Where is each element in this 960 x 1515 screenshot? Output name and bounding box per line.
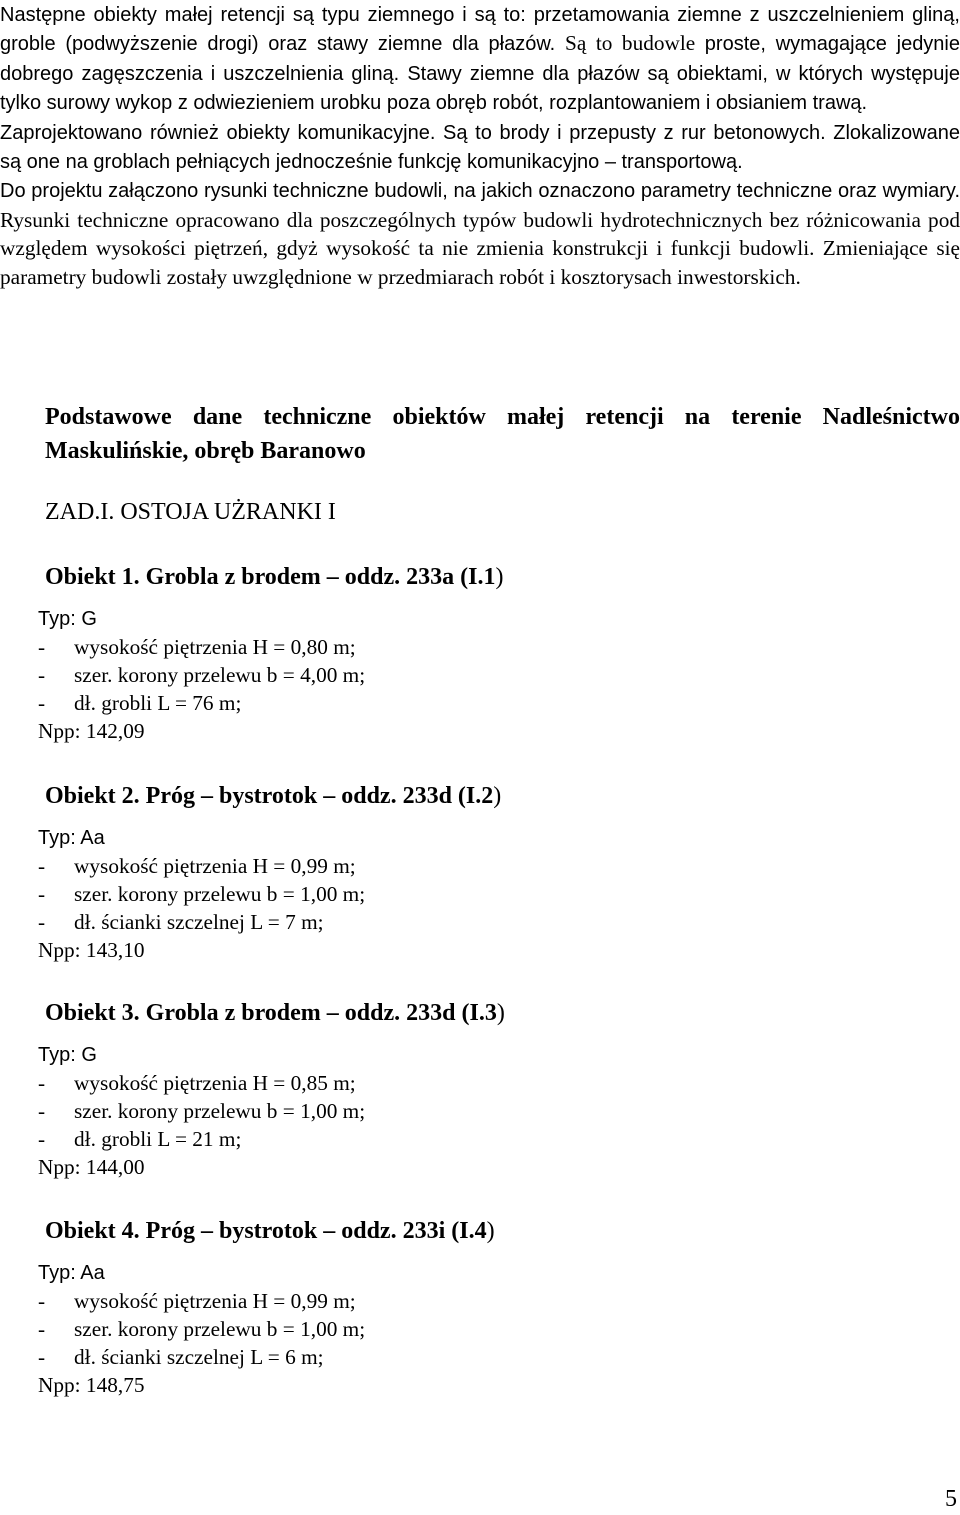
object-type-text: Typ: G: [38, 1044, 97, 1066]
dash-marker: -: [38, 691, 46, 715]
intro-paragraph-3: [0, 176, 960, 291]
object-npp: [38, 1371, 365, 1399]
object-npp: [38, 936, 365, 964]
object-title-text: Obiekt 1. Grobla z brodem – oddz. 233a (I.1: [45, 564, 496, 590]
object-type: [38, 1258, 365, 1287]
intro-p1-text-c: proste, wymagające jedynie dobrego zagęszczenia i uszczelnienia gliną. Stawy ziemne dla płazów są obiektami, w których występuje tylko surowy wykop z odwiezieniem urobku poza obręb robót, rozplantowaniem i obsianiem trawą.: [0, 33, 960, 115]
page-number: 5: [945, 1486, 957, 1512]
object-npp-text: Npp: 142,09: [38, 719, 145, 743]
object-param: [38, 1097, 365, 1125]
object-param: [38, 1287, 365, 1315]
object-param-text: szer. korony przelewu b = 4,00 m;: [74, 663, 366, 687]
object-param-text: wysokość piętrzenia H = 0,85 m;: [74, 1071, 356, 1095]
object-title-end: ): [495, 564, 504, 590]
intro-paragraph-1: [0, 0, 960, 118]
object-title-text: Obiekt 3. Grobla z brodem – oddz. 233d (I.3: [45, 1000, 497, 1026]
task-title: ZAD.I. OSTOJA UŻRANKI I: [45, 499, 336, 525]
intro-p2-text: Zaprojektowano również obiekty komunikacyjne. Są to brody i przepusty z rur betonowych. Zlokalizowane są one na groblach pełniących jednocześnie funkcję komunikacyjno – transportową.: [0, 121, 960, 174]
object-title-end: ): [486, 1218, 495, 1244]
object-npp-text: Npp: 148,75: [38, 1373, 145, 1397]
object-param-text: dł. ścianki szczelnej L = 7 m;: [74, 910, 324, 934]
object-title-end: ): [496, 1000, 505, 1026]
dash-marker: -: [38, 1289, 46, 1313]
object-param: [38, 852, 365, 880]
object-param-text: dł. grobli L = 76 m;: [74, 691, 242, 715]
object-npp-text: Npp: 143,10: [38, 938, 145, 962]
object-title: [45, 562, 503, 592]
object-param: [38, 1069, 365, 1097]
object-param-text: szer. korony przelewu b = 1,00 m;: [74, 1099, 366, 1123]
object-param: [38, 908, 365, 936]
object-npp-text: Npp: 144,00: [38, 1155, 145, 1179]
object-type: [38, 1040, 365, 1069]
dash-marker: -: [38, 1345, 46, 1369]
object-param-text: wysokość piętrzenia H = 0,80 m;: [74, 635, 356, 659]
dash-marker: -: [38, 882, 46, 906]
object-title: [45, 781, 501, 811]
object-param: [38, 633, 365, 661]
object-type: [38, 604, 365, 633]
object-param-text: wysokość piętrzenia H = 0,99 m;: [74, 854, 356, 878]
object-param-text: wysokość piętrzenia H = 0,99 m;: [74, 1289, 356, 1313]
object-title: [45, 998, 505, 1028]
dash-marker: -: [38, 1317, 46, 1341]
object-title-end: ): [493, 783, 502, 809]
intro-p1-text-a: Następne obiekty małej retencji są typu ziemnego i są to: przetamowania ziemne z uszczelnieniem gliną, groble (podwyższenie drogi) oraz stawy ziemne dla płazów.: [0, 4, 960, 56]
object-title: [45, 1216, 495, 1246]
object-type-text: Typ: Aa: [38, 1262, 105, 1284]
object-params: [38, 823, 365, 964]
object-param-text: szer. korony przelewu b = 1,00 m;: [74, 1317, 366, 1341]
object-param: [38, 1343, 365, 1371]
object-param-text: dł. ścianki szczelnej L = 6 m;: [74, 1345, 324, 1369]
object-params: [38, 604, 365, 745]
intro-section: [0, 0, 960, 291]
object-param: [38, 689, 365, 717]
dash-marker: -: [38, 635, 46, 659]
object-param: [38, 661, 365, 689]
dash-marker: -: [38, 663, 46, 687]
section-heading: Podstawowe dane techniczne obiektów małej retencji na terenie Nadleśnictwo Maskulińskie, obręb Baranowo: [45, 404, 960, 464]
intro-paragraph-2: [0, 118, 960, 177]
object-param: [38, 880, 365, 908]
object-title-text: Obiekt 4. Próg – bystrotok – oddz. 233i (I.4: [45, 1218, 487, 1244]
dash-marker: -: [38, 1127, 46, 1151]
intro-p3-text-b: Rysunki techniczne opracowano dla poszczególnych typów budowli hydrotechnicznych bez różnicowania pod względem wysokości piętrzeń, gdyż wysokość ta nie zmienia konstrukcji i funkcji budowli. Zmieniające się parametry budowli zostały uwzględnione w przedmiarach robót i kosztorysach inwestorskich.: [0, 207, 960, 289]
dash-marker: -: [38, 1071, 46, 1095]
intro-p3-text-a: Do projektu załączono rysunki techniczne budowli, na jakich oznaczono parametry techniczne oraz wymiary.: [0, 180, 960, 203]
object-npp: [38, 717, 365, 745]
dash-marker: -: [38, 1099, 46, 1123]
object-title-text: Obiekt 2. Próg – bystrotok – oddz. 233d (I.2: [45, 783, 494, 809]
object-param-text: szer. korony przelewu b = 1,00 m;: [74, 882, 366, 906]
object-param: [38, 1125, 365, 1153]
object-npp: [38, 1153, 365, 1181]
dash-marker: -: [38, 854, 46, 878]
intro-p1-text-b: Są to budowle: [565, 31, 705, 56]
object-type-text: Typ: Aa: [38, 827, 105, 849]
dash-marker: -: [38, 910, 46, 934]
object-params: [38, 1040, 365, 1181]
object-type-text: Typ: G: [38, 608, 97, 630]
object-params: [38, 1258, 365, 1399]
object-param: [38, 1315, 365, 1343]
object-param-text: dł. grobli L = 21 m;: [74, 1127, 242, 1151]
object-type: [38, 823, 365, 852]
